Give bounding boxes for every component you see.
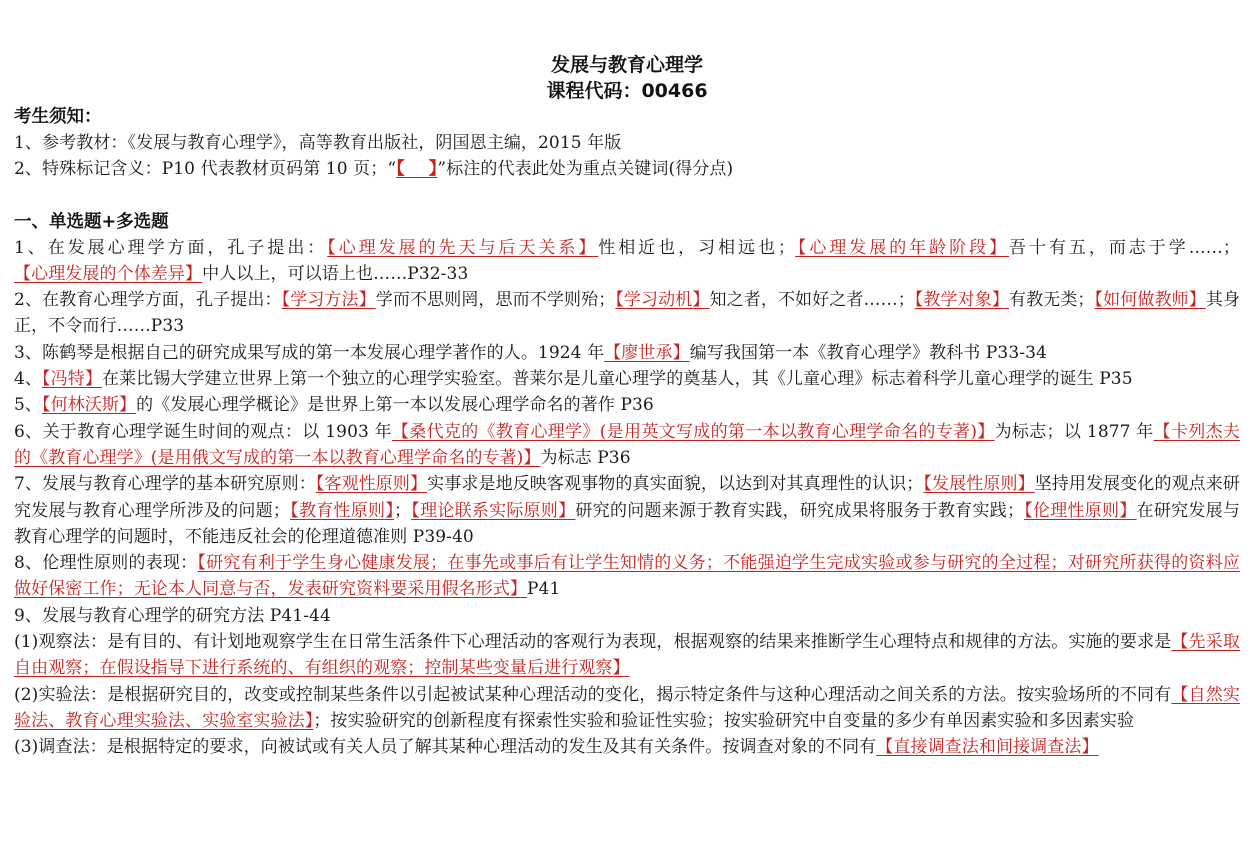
text-segment: 实事求是地反映客观事物的真实面貌，以达到对其真理性的认识；	[427, 474, 924, 495]
document-title: 发展与教育心理学	[550, 54, 703, 76]
keyword: 【直接调查法和间接调查法】	[876, 737, 1099, 758]
keyword: 【桑代克的《教育心理学》(是用英文写成的第一本以教育心理学命名的专著)】	[391, 421, 995, 442]
keyword: 【心理发展的个体差异】	[14, 263, 203, 284]
item-5	[14, 392, 1240, 418]
text-segment: 在研究发展与教育心理学的问题时，不能违反社会的伦理道德准则 P39-40	[14, 500, 1240, 547]
keyword: 【教育性原则】	[290, 500, 395, 521]
item-1	[14, 235, 1240, 288]
text-segment: 9、发展与教育心理学的研究方法 P41-44	[14, 605, 331, 626]
text-segment: 4、	[14, 369, 43, 390]
text-segment: 为标志 P36	[540, 447, 631, 468]
notice-line-1: 1、参考教材：《发展与教育心理学》，高等教育出版社，阴国恩主编，2015 年版	[14, 133, 622, 153]
item-6	[14, 419, 1240, 472]
text-segment: 知之者，不如好之者……；	[709, 290, 915, 311]
keyword: 【伦理性原则】	[1024, 500, 1137, 521]
keyword: 【客观性原则】	[315, 474, 428, 495]
text-segment: 编写我国第一本《教育心理学》教科书 P33-34	[689, 342, 1047, 363]
notice-line-2	[14, 156, 1240, 182]
text-segment: 性相近也，习相远也；	[598, 237, 796, 258]
text-segment: 1、在发展心理学方面，孔子提出：	[14, 237, 328, 258]
text-segment: (3)调查法：是根据特定的要求，向被试或有关人员了解其某种心理活动的发生及其有关条件。按调查对象的不同有	[14, 737, 877, 758]
keyword: 【学习动机】	[615, 290, 710, 311]
text-segment: 为标志；以 1877 年	[994, 421, 1154, 442]
text-segment: 坚持用发展变化的观点来研究发展与教育心理学所涉及的问题；	[14, 474, 1241, 521]
keyword: 【何林沃斯】	[42, 395, 137, 416]
text-segment: 2、特殊标记含义：P10 代表教材页码第 10 页；“	[14, 159, 397, 180]
text-segment: 其身正，不令而行……P33	[14, 290, 1241, 337]
text-segment: ；	[394, 500, 412, 521]
item-8	[14, 550, 1240, 603]
item-4	[14, 366, 1240, 392]
text-segment: 中人以上，可以语上也……P32-33	[202, 263, 469, 284]
keyword: 【心理发展的先天与后天关系】	[327, 237, 599, 258]
text-segment: 的《发展心理学概论》是世界上第一本以发展心理学命名的著作 P36	[136, 395, 654, 416]
keyword: 【教学对象】	[914, 290, 1009, 311]
text-segment: 在莱比锡大学建立世界上第一个独立的心理学实验室。普莱尔是儿童心理学的奠基人，其《儿童心理》标志着科学儿童心理学的诞生 P35	[101, 369, 1133, 390]
method-observation	[14, 629, 1240, 682]
keyword: 【廖世承】	[604, 342, 690, 363]
text-segment: 学而不思则罔，思而不学则殆；	[375, 290, 616, 311]
keyword: 【学习方法】	[281, 290, 376, 311]
item-9	[14, 603, 1240, 629]
method-experiment	[14, 682, 1240, 735]
keyword: 【理论联系实际原则】	[411, 500, 576, 521]
keyword: 【发展性原则】	[923, 474, 1035, 495]
text-segment: 3、陈鹤琴是根据自己的研究成果写成的第一本发展心理学著作的人。1924 年	[14, 342, 605, 363]
text-segment: 研究的问题来源于教育实践，研究成果将服务于教育实践；	[575, 500, 1025, 521]
text-segment: 吾十有五，而志于学……；	[1009, 237, 1240, 258]
keyword: 【研究有利于学生身心健康发展；在事先或事后有让学生知情的义务；不能强迫学生完成实验或参与研究的全过程；对研究所获得的资料应做好保密工作；无论本人同意与否，发表研究资料要采用假名形式】	[14, 553, 1240, 600]
text-segment: 5、	[14, 395, 43, 416]
document-page	[14, 52, 1240, 761]
keyword: 【如何做教师】	[1094, 290, 1206, 311]
text-segment: 7、发展与教育心理学的基本研究原则：	[14, 474, 316, 495]
text-segment: (1)观察法：是有目的、有计划地观察学生在日常生活条件下心理活动的客观行为表现，根据观察的结果来推断学生心理特点和规律的方法。实施的要求是	[14, 632, 1172, 653]
text-segment: 6、关于教育心理学诞生时间的观点：以 1903 年	[14, 421, 392, 442]
text-segment: ；按实验研究的创新程度有探索性实验和验证性实验；按实验研究中自变量的多少有单因素实验和多因素实验	[313, 710, 1135, 731]
item-3	[14, 340, 1240, 366]
keyword-mark: 【 】	[396, 159, 438, 180]
keyword: 【自然实验法、教育心理实验法、实验室实验法】	[14, 684, 1240, 731]
item-2	[14, 287, 1240, 340]
text-segment: ”标注的代表此处为重点关键词(得分点)	[437, 159, 734, 180]
item-7	[14, 471, 1240, 550]
keyword: 【心理发展的年龄阶段】	[795, 237, 1010, 258]
text-segment: 2、在教育心理学方面，孔子提出：	[14, 290, 282, 311]
text-segment: 有教无类；	[1008, 290, 1095, 311]
text-segment: (2)实验法：是根据研究目的，改变或控制某些条件以引起被试某种心理活动的变化，揭示特定条件与这种心理活动之间关系的方法。按实验场所的不同有	[14, 684, 1172, 705]
method-survey	[14, 734, 1240, 760]
section-heading: 一、单选题+多选题	[14, 211, 169, 232]
notice-heading: 考生须知：	[14, 107, 102, 127]
keyword: 【卡列杰夫的《教育心理学》(是用俄文写成的第一本以教育心理学命名的专著)】	[14, 421, 1240, 468]
course-code: 课程代码：00466	[546, 80, 708, 102]
text-segment: P41	[527, 579, 561, 600]
keyword: 【冯特】	[42, 369, 102, 390]
text-segment: 8、伦理性原则的表现：	[14, 553, 198, 574]
spacer	[14, 183, 1240, 209]
keyword: 【先采取自由观察；在假设指导下进行系统的、有组织的观察；控制某些变量后进行观察】	[14, 632, 1240, 679]
